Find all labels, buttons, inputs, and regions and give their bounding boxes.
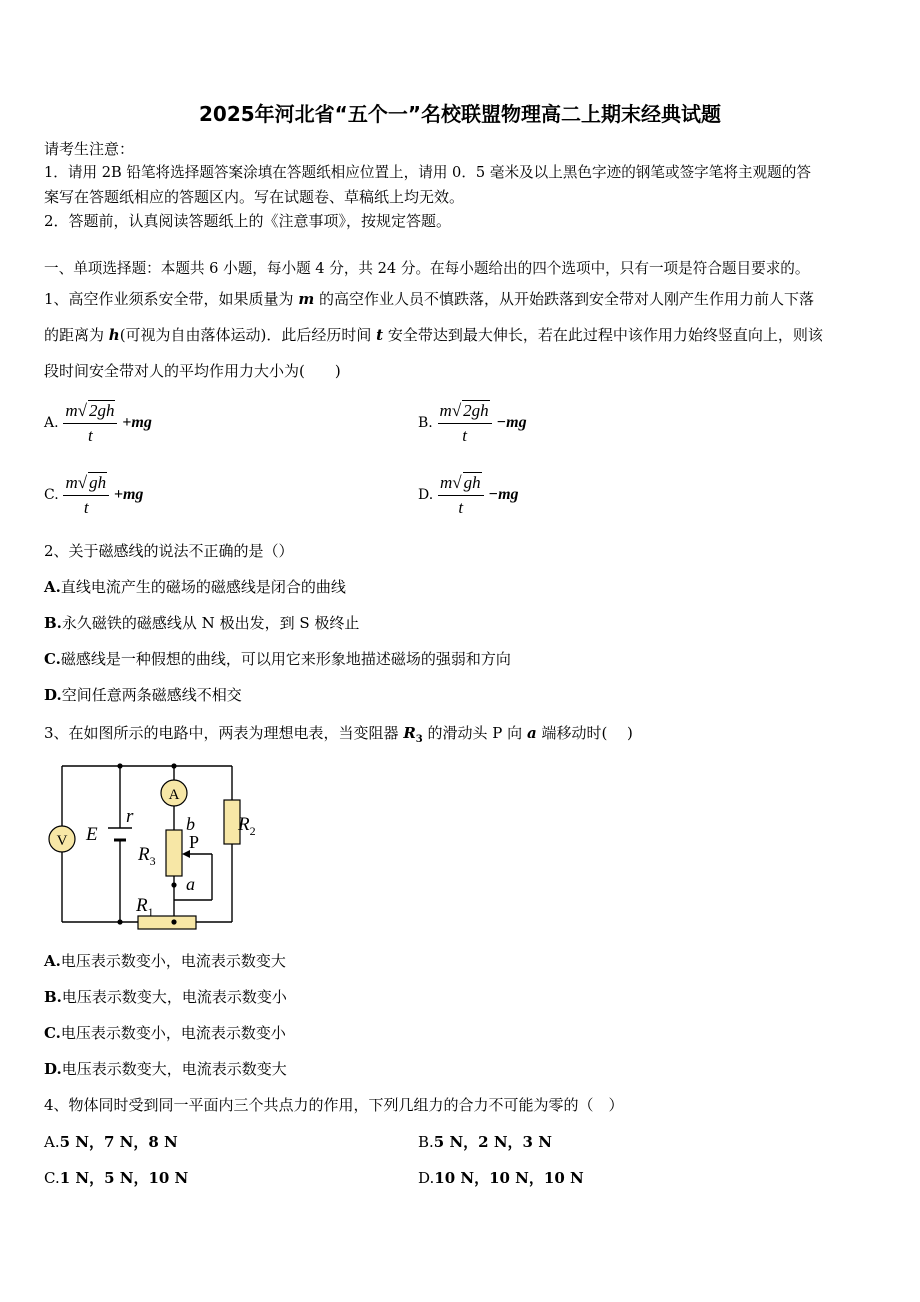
q4-option-a[interactable]: A.5 N，7 N，8 N — [44, 1133, 178, 1151]
q3-option-d[interactable]: D.电压表示数变大，电流表示数变大 — [44, 1060, 287, 1078]
q1-option-a-fraction: $\frac{m√ 2gh}{t}$ — [63, 400, 117, 446]
q1-option-a[interactable]: A. $\frac{m√ 2gh}{t}$ +mg — [44, 401, 152, 445]
r3-label: $R_3$ — [138, 844, 156, 868]
notice-item-1b: 案写在答题纸相应的答题区内。写在试题卷、草稿纸上均无效。 — [44, 188, 465, 206]
circuit-diagram — [44, 758, 274, 936]
r1-label: $R_1$ — [136, 895, 154, 919]
q1-option-c[interactable]: C. $\frac{m√ gh}{t}$ +mg — [44, 473, 144, 517]
emf-label: E — [86, 824, 98, 845]
q1-option-d[interactable]: D. $\frac{m√ gh}{t}$ −mg — [418, 473, 519, 517]
q3-option-c[interactable]: C.电压表示数变小，电流表示数变小 — [44, 1024, 286, 1042]
q2-stem: 2、关于磁感线的说法不正确的是（） — [44, 542, 294, 560]
internal-r-label: r — [126, 806, 134, 827]
q1-line-3: 段时间安全带对人的平均作用力大小为( ) — [44, 362, 341, 380]
q4-stem: 4、物体同时受到同一平面内三个共点力的作用，下列几组力的合力不可能为零的（ ） — [44, 1096, 624, 1114]
junction-dot — [117, 763, 122, 768]
q2-option-d[interactable]: D.空间任意两条磁感线不相交 — [44, 686, 242, 704]
q1-option-d-fraction: $\frac{m√ gh}{t}$ — [438, 472, 484, 518]
junction-dot — [171, 882, 176, 887]
q2-option-b[interactable]: B.永久磁铁的磁感线从 N 极出发，到 S 极终止 — [44, 614, 360, 632]
q1-line-2: 的距离为 h(可视为自由落体运动)．此后经历时间 t 安全带达到最大伸长，若在此过程中该作用力始终竖直向上，则该 — [44, 326, 823, 344]
q3-option-b[interactable]: B.电压表示数变大，电流表示数变小 — [44, 988, 287, 1006]
junction-dot — [117, 919, 122, 924]
section-heading: 一、单项选择题：本题共 6 小题，每小题 4 分，共 24 分。在每小题给出的四个选项中，只有一项是符合题目要求的。 — [44, 260, 810, 277]
q3-stem: 3、在如图所示的电路中，两表为理想电表，当变阻器 $R_3$ 的滑动头 P 向 a 端移动时( ) — [44, 724, 633, 745]
voltmeter-label: V — [56, 833, 68, 849]
resistor-r3 — [166, 830, 182, 876]
r2-label: $R_2$ — [238, 814, 256, 838]
q1-line-1: 1、高空作业须系安全带，如果质量为 m 的高空作业人员不慎跌落，从开始跌落到安全带对人刚产生作用力前人下落 — [44, 290, 814, 308]
end-b-label: b — [186, 814, 195, 834]
q3-option-a[interactable]: A.电压表示数变小，电流表示数变大 — [44, 952, 286, 970]
q4-option-d[interactable]: D.10 N，10 N，10 N — [418, 1169, 584, 1187]
notice-item-2: 2．答题前，认真阅读答题纸上的《注意事项》，按规定答题。 — [44, 212, 452, 230]
q4-option-b[interactable]: B.5 N，2 N，3 N — [418, 1133, 552, 1151]
notice-heading: 请考生注意： — [44, 140, 135, 158]
q2-option-c[interactable]: C.磁感线是一种假想的曲线，可以用它来形象地描述磁场的强弱和方向 — [44, 650, 511, 668]
q1-option-b[interactable]: B. $\frac{m√ 2gh}{t}$ −mg — [418, 401, 527, 445]
notice-item-1a: 1．请用 2B 铅笔将选择题答案涂填在答题纸相应位置上，请用 0．5 毫米及以上黑色字迹的钢笔或签字笔将主观题的答 — [44, 164, 811, 181]
q2-option-a[interactable]: A.直线电流产生的磁场的磁感线是闭合的曲线 — [44, 578, 346, 596]
q4-option-c[interactable]: C.1 N，5 N，10 N — [44, 1169, 189, 1187]
q1-option-b-fraction: $\frac{m√ 2gh}{t}$ — [438, 400, 492, 446]
q1-option-c-fraction: $\frac{m√ gh}{t}$ — [63, 472, 109, 518]
slider-p-label: P — [189, 832, 200, 852]
end-a-label: a — [186, 874, 195, 894]
ammeter-label: A — [168, 787, 180, 803]
junction-dot — [171, 919, 176, 924]
page-title: 2025年河北省“五个一”名校联盟物理高二上期末经典试题 — [199, 102, 721, 126]
junction-dot — [171, 763, 176, 768]
